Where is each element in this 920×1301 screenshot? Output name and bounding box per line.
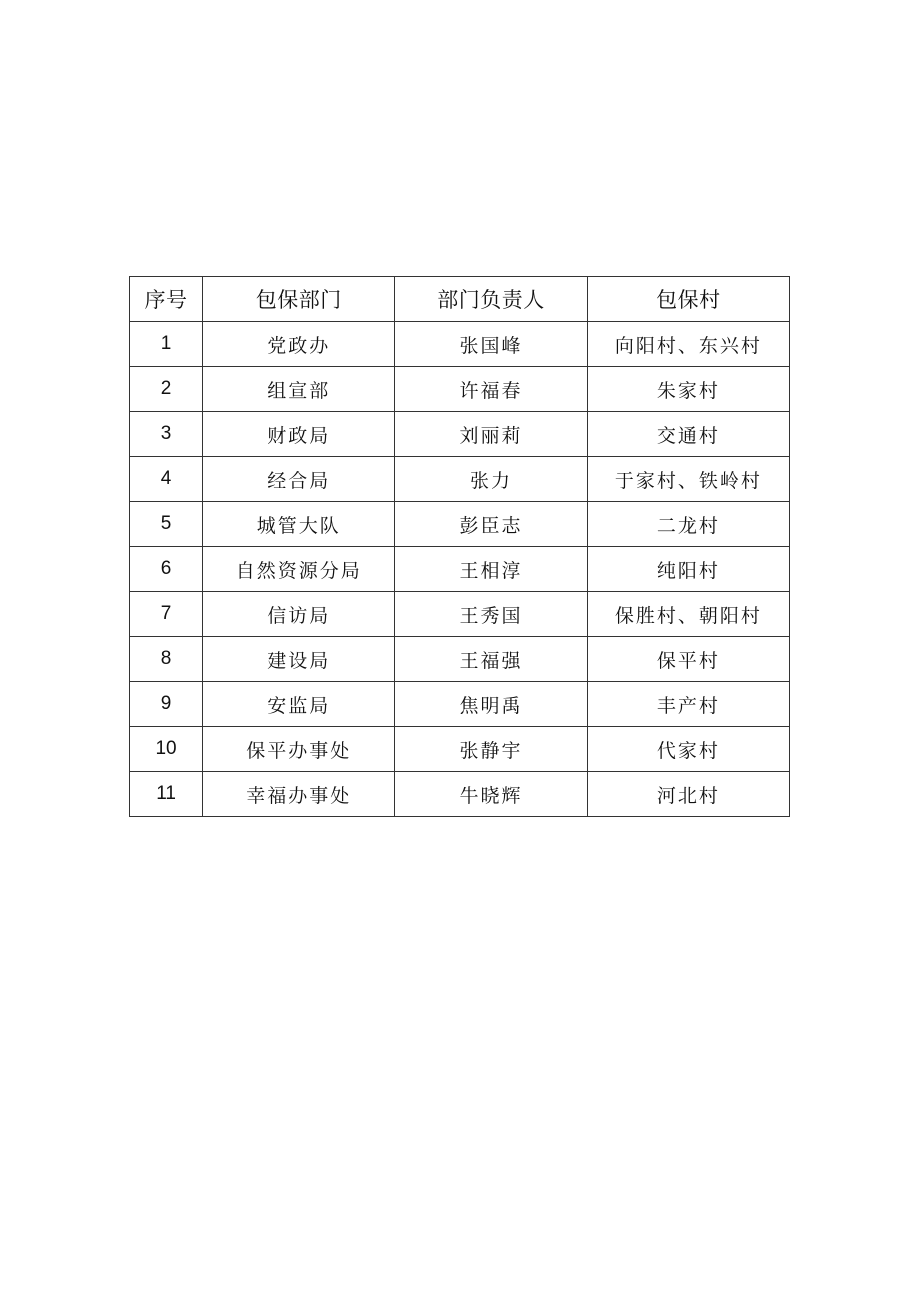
table-row — [130, 682, 790, 727]
cell-department: 建设局 — [203, 637, 395, 682]
cell-department: 财政局 — [203, 412, 395, 457]
cell-department-head: 张静宇 — [395, 727, 587, 772]
table-row — [130, 772, 790, 817]
header-village: 包保村 — [587, 277, 789, 322]
cell-village: 保胜村、朝阳村 — [587, 592, 789, 637]
cell-department-head: 王相淳 — [395, 547, 587, 592]
cell-serial-number: 5 — [130, 502, 203, 547]
cell-serial-number: 9 — [130, 682, 203, 727]
table-row — [130, 502, 790, 547]
cell-village: 二龙村 — [587, 502, 789, 547]
cell-village: 朱家村 — [587, 367, 789, 412]
header-department-head: 部门负责人 — [395, 277, 587, 322]
table-row — [130, 727, 790, 772]
cell-department-head: 彭臣志 — [395, 502, 587, 547]
cell-department-head: 牛晓辉 — [395, 772, 587, 817]
cell-serial-number: 1 — [130, 322, 203, 367]
cell-village: 纯阳村 — [587, 547, 789, 592]
cell-serial-number: 4 — [130, 457, 203, 502]
cell-department: 自然资源分局 — [203, 547, 395, 592]
cell-village: 保平村 — [587, 637, 789, 682]
cell-serial-number: 11 — [130, 772, 203, 817]
cell-village: 于家村、铁岭村 — [587, 457, 789, 502]
cell-department: 安监局 — [203, 682, 395, 727]
cell-serial-number: 10 — [130, 727, 203, 772]
cell-village: 丰产村 — [587, 682, 789, 727]
cell-department-head: 刘丽莉 — [395, 412, 587, 457]
cell-department-head: 张国峰 — [395, 322, 587, 367]
cell-village: 交通村 — [587, 412, 789, 457]
cell-department: 城管大队 — [203, 502, 395, 547]
cell-department: 保平办事处 — [203, 727, 395, 772]
table-row — [130, 367, 790, 412]
header-department: 包保部门 — [203, 277, 395, 322]
cell-serial-number: 2 — [130, 367, 203, 412]
cell-department-head: 王福强 — [395, 637, 587, 682]
cell-department: 信访局 — [203, 592, 395, 637]
cell-serial-number: 8 — [130, 637, 203, 682]
cell-department-head: 焦明禹 — [395, 682, 587, 727]
cell-serial-number: 3 — [130, 412, 203, 457]
cell-department-head: 张力 — [395, 457, 587, 502]
header-serial-number: 序号 — [130, 277, 203, 322]
cell-department: 组宣部 — [203, 367, 395, 412]
cell-serial-number: 7 — [130, 592, 203, 637]
cell-department: 经合局 — [203, 457, 395, 502]
table-row — [130, 637, 790, 682]
table-row — [130, 322, 790, 367]
cell-village: 代家村 — [587, 727, 789, 772]
assignment-table — [129, 276, 790, 817]
table-row — [130, 592, 790, 637]
cell-department: 党政办 — [203, 322, 395, 367]
table-row — [130, 547, 790, 592]
table-row — [130, 457, 790, 502]
cell-department-head: 许福春 — [395, 367, 587, 412]
table-row — [130, 412, 790, 457]
cell-serial-number: 6 — [130, 547, 203, 592]
cell-village: 河北村 — [587, 772, 789, 817]
cell-village: 向阳村、东兴村 — [587, 322, 789, 367]
cell-department-head: 王秀国 — [395, 592, 587, 637]
cell-department: 幸福办事处 — [203, 772, 395, 817]
table-header-row — [130, 277, 790, 322]
